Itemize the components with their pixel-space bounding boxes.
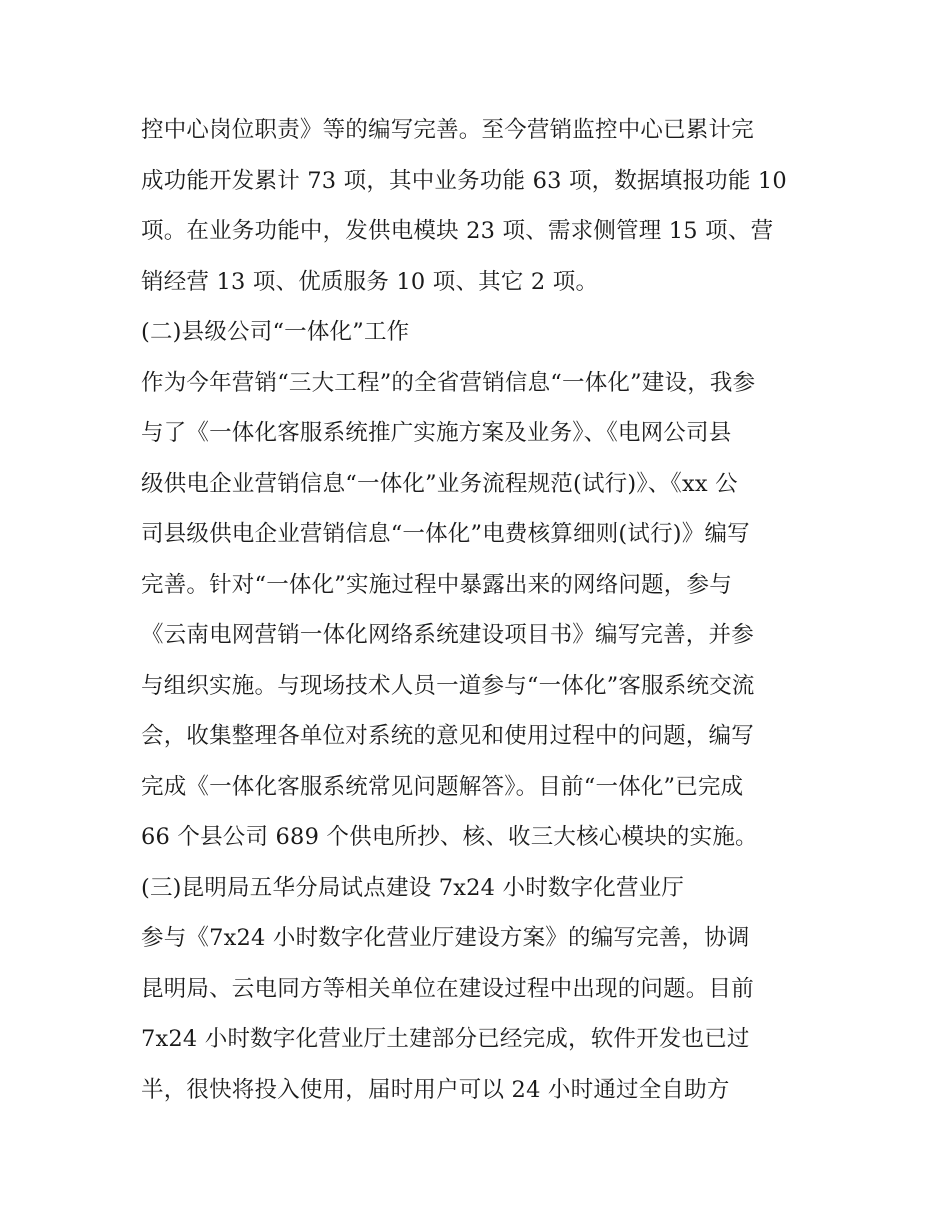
body-text-line: 会，收集整理各单位对系统的意见和使用过程中的问题，编写 bbox=[141, 723, 754, 749]
body-text-line: 66 个县公司 689 个供电所抄、核、收三大核心模块的实施。 bbox=[141, 824, 758, 850]
body-text-line: 与了《一体化客服系统推广实施方案及业务》、《电网公司县 bbox=[141, 420, 732, 446]
body-text-line: 成功能开发累计 73 项，其中业务功能 63 项，数据填报功能 10 bbox=[141, 168, 787, 194]
body-text-line: 销经营 13 项、优质服务 10 项、其它 2 项。 bbox=[141, 269, 599, 295]
body-text-line: 项。在业务功能中，发供电模块 23 项、需求侧管理 15 项、营 bbox=[141, 218, 774, 244]
body-text-line: 作为今年营销“三大工程”的全省营销信息“一体化”建设，我参 bbox=[141, 370, 756, 396]
body-text-line: 与组织实施。与现场技术人员一道参与“一体化”客服系统交流 bbox=[141, 673, 755, 699]
body-text-line: 《云南电网营销一体化网络系统建设项目书》编写完善，并参 bbox=[141, 622, 754, 648]
section-heading: (三)昆明局五华分局试点建设 7x24 小时数字化营业厅 bbox=[141, 875, 685, 901]
section-heading: (二)县级公司“一体化”工作 bbox=[141, 319, 410, 345]
body-text-line: 7x24 小时数字化营业厅土建部分已经完成，软件开发也已过 bbox=[141, 1026, 750, 1052]
body-text-line: 级供电企业营销信息“一体化”业务流程规范(试行)》、《xx 公 bbox=[141, 471, 738, 497]
body-text-line: 完善。针对“一体化”实施过程中暴露出来的网络问题，参与 bbox=[141, 572, 732, 598]
body-text-line: 完成《一体化客服系统常见问题解答》。目前“一体化”已完成 bbox=[141, 774, 744, 800]
body-text-line: 司县级供电企业营销信息“一体化”电费核算细则(试行)》编写 bbox=[141, 521, 750, 547]
body-text-line: 控中心岗位职责》等的编写完善。至今营销监控中心已累计完 bbox=[141, 117, 754, 143]
body-text-line: 半，很快将投入使用，届时用户可以 24 小时通过全自助方 bbox=[141, 1077, 730, 1103]
body-text-line: 昆明局、云电同方等相关单位在建设过程中出现的问题。目前 bbox=[141, 976, 754, 1002]
body-text-line: 参与《7x24 小时数字化营业厅建设方案》的编写完善，协调 bbox=[141, 925, 750, 951]
